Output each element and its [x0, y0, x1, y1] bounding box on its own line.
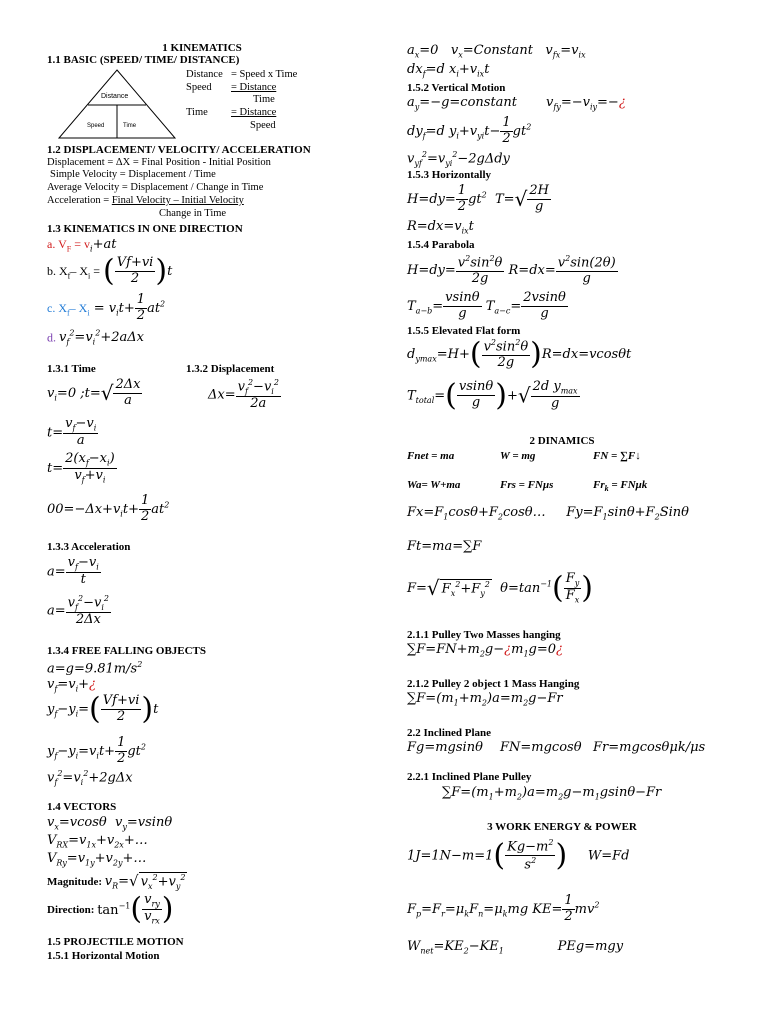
freefall-eq-4: $y_f-y_i=v_it+$ $\frac{1}{2}$ $gt^2$ — [47, 735, 146, 766]
heading-1-3: 1.3 KINEMATICS IN ONE DIRECTION — [47, 223, 243, 235]
freefall-eq-1: $a=g=9.81m/s^2$ — [47, 660, 143, 677]
time-eq-3: t= $\frac{2(x_f-x_i)}{v_f+v_i}$ — [47, 451, 115, 485]
heading-1-2: 1.2 DISPLACEMENT/ VELOCITY/ ACCELERATION — [47, 144, 311, 156]
pulley-eq-2: $\sum F=(m_1+m_2)a=m_2g-Fr$ — [407, 691, 563, 708]
equation-a: a. $V_F = v_i+at$ — [47, 237, 117, 254]
horizontally-eq-1: H=dy= $\frac{1}{2}$ $gt^2$ T=√ $\frac{2H}{g}$ — [407, 183, 549, 214]
heading-1-3-2: 1.3.2 Displacement — [186, 363, 275, 375]
equation-b: b. $X_f-$ $X_i$ = ( $\frac{Vf+vi}{2}$ )t — [47, 253, 173, 289]
freefall-eq-2: $v_f=v_i+¿$ — [47, 677, 97, 694]
line-average-velocity: Average Velocity = Displacement / Change in Time — [47, 182, 264, 193]
line-simple-velocity: Simple Velocity = Displacement / Time — [50, 169, 216, 180]
dinamics-fx-fy: $Fx=F_1\cos\theta+F_2\cos\theta\dots$ $Fy=F_1\sin\theta+F_2Sin\theta$ — [407, 505, 689, 522]
displacement-eq: Δx= $\frac{v_f^2-v_i^2}{2a}$ — [208, 378, 279, 412]
heading-1-3-1: 1.3.1 Time — [47, 363, 96, 375]
triangle-diagram — [55, 68, 180, 140]
magnitude-eq: Magnitude: $v_R=√$ $v_x^2+v_y^2$ — [47, 871, 186, 891]
heading-2-2-1: 2.2.1 Inclined Plane Pulley — [407, 771, 532, 783]
formula-speed-den: Time — [253, 94, 275, 105]
time-eq-4: $00=-\Delta x+v_it+$ $\frac{1}{2}$ $at^2$ — [47, 493, 170, 524]
inclined-fr: Fr=mgcosθμk/μs — [593, 740, 706, 755]
elevated-eq-2: $T_{total}=$( $\frac{vsin\theta}{g}$ )+√ 2d $y_{max}$ g — [407, 377, 578, 413]
accel-eq-1: a= $\frac{v_f-v_i}{t}$ — [47, 555, 99, 587]
inclined-fn: FN=mgcosθ — [500, 740, 582, 755]
time-eq-1: $v_i=0$ ;t=√ $\frac{2\Delta x}{a}$ — [47, 377, 141, 408]
parabola-eq-2: $T_{a-b}=$ $\frac{vsin\theta}{g}$ $T_{a-c}=$ $\frac{2vsin\theta}{g}$ — [407, 290, 566, 321]
triangle-label-speed: Speed — [87, 123, 105, 129]
vertical-eq-1: $a_y=-g=constant$ $v_{fy}=-v_{iy}=-¿$ — [407, 95, 626, 112]
formula-distance-label: Distance — [186, 69, 223, 80]
heading-1-5-4: 1.5.4 Parabola — [407, 239, 475, 251]
dinamics-normal: FN = ∑F↓ — [593, 450, 641, 462]
work-eq-2: $F_p=F_r=\mu_kF_n=\mu_kmg$ KE= $\frac{1}{2}$ $mv^2$ — [407, 893, 600, 924]
dinamics-ft: Ft=ma=∑F — [407, 539, 482, 554]
horizontal-eq-2: $dx_f=d$ $x_i+v_{ix}t$ — [407, 62, 490, 79]
formula-time-den: Speed — [250, 120, 276, 131]
time-eq-2: t= $\frac{v_f-v_i}{a}$ — [47, 416, 97, 448]
section-title-work-energy: 3 WORK ENERGY & POWER — [487, 821, 637, 833]
heading-1-5-3: 1.5.3 Horizontally — [407, 169, 492, 181]
formula-speed-num: = Distance — [231, 82, 277, 93]
line-displacement: Displacement = ΔX = Final Position - Initial Position — [47, 157, 271, 168]
equation-c: c. $X_f-$ $X_i = v_it+$ $\frac{1}{2}$ $at^2$ — [47, 292, 166, 323]
dinamics-frs: Frs = FNμs — [500, 479, 554, 491]
heading-1-5-1: 1.5.1 Horizontal Motion — [47, 950, 160, 962]
heading-2-2: 2.2 Inclined Plane — [407, 727, 492, 739]
triangle-label-time: Time — [123, 123, 137, 129]
heading-1-3-3: 1.3.3 Acceleration — [47, 541, 131, 553]
freefall-eq-3: $y_f-y_i=$( $\frac{Vf+vi}{2}$ )t — [47, 691, 159, 727]
vector-eq-2: $V_{RX}=v_{1x}+v_{2x}+\dots$ — [47, 833, 148, 850]
heading-2-1-2: 2.1.2 Pulley 2 object 1 Mass Hanging — [407, 678, 580, 690]
dinamics-resultant: F=√ $F_x^2+F_y^2$ $\theta=\tan^{-1}$( $\frac{F_y}{F_x}$ ) — [407, 570, 593, 606]
dinamics-fnet: Fnet = ma — [407, 450, 455, 462]
horizontal-eq-1: $a_x=0$ $v_x=Constant$ $v_{fx}=v_{ix}$ — [407, 43, 586, 60]
formula-speed-label: Speed — [186, 82, 212, 93]
triangle-label-distance: Distance — [101, 93, 129, 100]
work-eq-1: 1J=1N−m=1( $\frac{Kg-m^2}{s^2}$ ) W=Fd — [407, 837, 630, 873]
vector-eq-3: $V_{Ry}=v_{1y}+v_{2y}+\dots$ — [47, 851, 147, 868]
accel-eq-2: a= $\frac{v_f^2-v_i^2}{2\Delta x}$ — [47, 594, 109, 628]
formula-time-num: = Distance — [231, 107, 277, 118]
section-title-kinematics: 1 KINEMATICS — [162, 42, 242, 54]
heading-1-3-4: 1.3.4 FREE FALLING OBJECTS — [47, 645, 207, 657]
inclined-pulley-eq: $\sum F=(m_1+m_2)a=m_2g-m_1gsin\theta-Fr$ — [442, 785, 662, 802]
equation-d: d. $v_f^2=v_i^2+2a\Delta x$ — [47, 329, 144, 347]
formula-distance-value: = Speed x Time — [231, 69, 298, 80]
heading-2-1-1: 2.1.1 Pulley Two Masses hanging — [407, 629, 561, 641]
elevated-eq-1: $d_{ymax}=H+$( $\frac{v^2\sin^2\theta}{2g}$ )R=dx=vcosθt — [407, 336, 632, 372]
formula-time-label: Time — [186, 107, 208, 118]
pulley-eq-1: $\sum F=FN+m_2g-¿m_1g=0¿$ — [407, 642, 564, 659]
line-acceleration: Acceleration = Final Velocity – Initial Velocity — [47, 195, 244, 206]
direction-eq: Direction: $\tan^{-1}$( $v_{ry}$ $v_{rx}$ ) — [47, 891, 174, 927]
inclined-fg: Fg=mgsinθ — [407, 740, 483, 755]
work-eq-3: $W_{net}=KE_2-KE_1$ PEg=mgy — [407, 939, 624, 956]
vertical-eq-3: $v_{yf}^2=v_{yi}^2-2g\Delta dy$ — [407, 150, 510, 168]
dinamics-frk: $Fr_k = FN\mu k$ — [593, 479, 648, 494]
horizontally-eq-2: $R=dx=v_{ix}t$ — [407, 219, 474, 236]
vertical-eq-2: $dy_f=d$ $y_i+v_{yi}t-$ $\frac{1}{2}$ $gt^2$ — [407, 115, 532, 146]
heading-1-5-5: 1.5.5 Elevated Flat form — [407, 325, 521, 337]
vector-eq-1: $v_x=vcos\theta$ $v_y=vsin\theta$ — [47, 815, 173, 832]
dinamics-wa: Wa= W+ma — [407, 479, 461, 491]
heading-1-5: 1.5 PROJECTILE MOTION — [47, 936, 184, 948]
section-title-dinamics: 2 DINAMICS — [529, 435, 595, 447]
freefall-eq-5: $v_f^2=v_i^2+2g\Delta x$ — [47, 769, 133, 787]
heading-1-4: 1.4 VECTORS — [47, 801, 117, 813]
parabola-eq-1: H=dy= $\frac{v^2\sin^2\theta}{2g}$ R=dx= $\frac{v^2\sin(2\theta)}{g}$ — [407, 254, 616, 287]
dinamics-weight: W = mg — [500, 450, 536, 462]
heading-1-1: 1.1 BASIC (SPEED/ TIME/ DISTANCE) — [47, 54, 240, 66]
heading-1-5-2: 1.5.2 Vertical Motion — [407, 82, 506, 94]
line-acceleration-den: Change in Time — [159, 208, 227, 219]
